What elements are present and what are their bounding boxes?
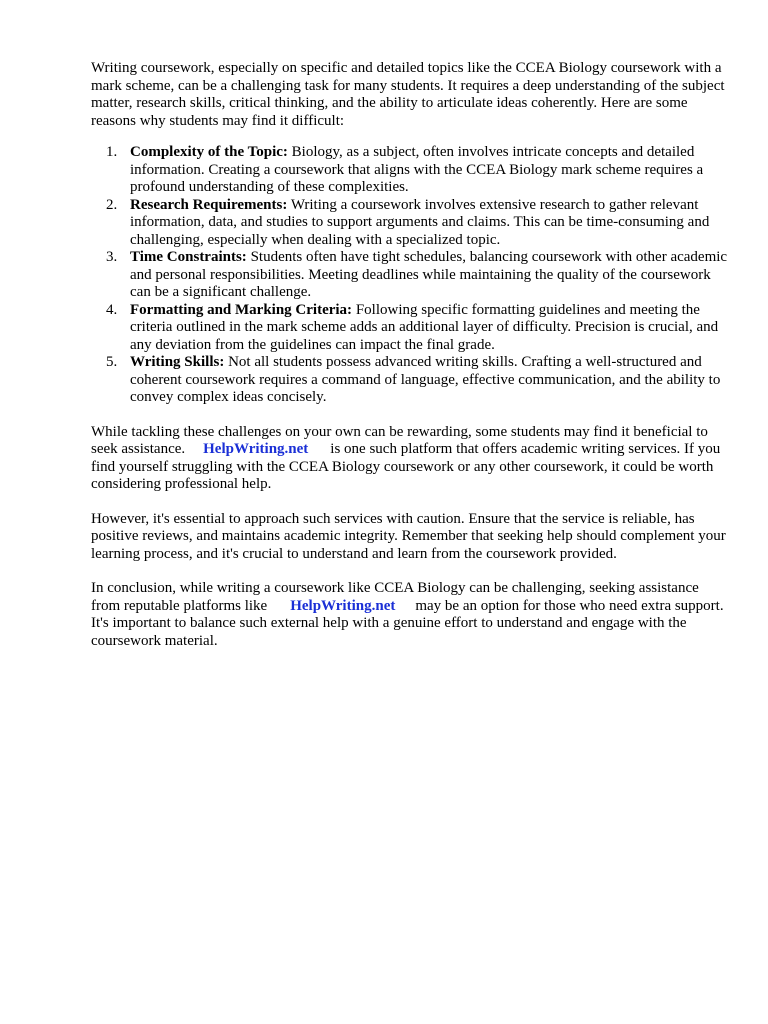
list-term: Research Requirements:	[130, 196, 288, 213]
assistance-paragraph	[91, 424, 731, 494]
helpwriting-link[interactable]: HelpWriting.net	[203, 441, 309, 457]
list-text: Not all students possess advanced writing skills. Crafting a well-structured and coherent coursework requires a command of language, effective communication, and the ability to convey complex ideas concisely.	[130, 354, 721, 405]
conclusion-text-after: may be an option for those who need extra support. It's important to balance such external help with a genuine effort to understand and engage with the coursework material.	[91, 597, 724, 649]
list-number: 1.	[106, 144, 118, 160]
list-number: 3.	[106, 249, 118, 265]
list-text: Writing a coursework involves extensive research to gather relevant information, data, and studies to support arguments and claims. This can be time-consuming and challenging, especially when dealing with a specialized topic.	[130, 196, 710, 248]
list-item	[91, 249, 731, 302]
helpwriting-link[interactable]: HelpWriting.net	[290, 597, 396, 614]
list-item	[91, 144, 731, 197]
list-item	[91, 197, 731, 250]
conclusion-paragraph	[91, 580, 731, 650]
list-term: Formatting and Marking Criteria:	[130, 301, 353, 318]
list-number: 2.	[106, 196, 118, 213]
list-term: Time Constraints:	[130, 249, 247, 265]
list-number: 4.	[106, 301, 118, 318]
reasons-list	[91, 144, 731, 407]
list-item	[91, 354, 731, 407]
assistance-text-before: While tackling these challenges on your own can be rewarding, some students may find it beneficial to seek assistance.	[91, 423, 708, 457]
document-page	[91, 60, 731, 650]
list-number: 5.	[106, 354, 118, 370]
list-term: Writing Skills:	[130, 354, 225, 370]
list-text: Following specific formatting guidelines and meeting the criteria outlined in the mark scheme adds an additional layer of difficulty. Precision is crucial, and any deviation from the guidelines can impact the final grade.	[130, 301, 719, 353]
list-item	[91, 302, 731, 355]
assistance-text-after: is one such platform that offers academic writing services. If you find yourself struggling with the CCEA Biology coursework or any other coursework, it could be worth considering professional help.	[91, 441, 721, 492]
intro-paragraph: Writing coursework, especially on specific and detailed topics like the CCEA Biology coursework with a mark scheme, can be a challenging task for many students. It requires a deep understanding of the subject matter, research skills, critical thinking, and the ability to articulate ideas coherently. Here are some reasons why students may find it difficult:	[91, 60, 725, 129]
list-term: Complexity of the Topic:	[130, 144, 288, 160]
list-text: Biology, as a subject, often involves intricate concepts and detailed information. Creating a coursework that aligns with the CCEA Biology mark scheme requires a profound understanding of these complexities.	[130, 144, 704, 195]
caution-paragraph: However, it's essential to approach such services with caution. Ensure that the service is reliable, has positive reviews, and maintains academic integrity. Remember that seeking help should complement your learning process, and it's crucial to understand and learn from the coursework provided.	[91, 510, 726, 562]
list-text: Students often have tight schedules, balancing coursework with other academic and personal responsibilities. Meeting deadlines while maintaining the quality of the coursework can be a significant challenge.	[130, 249, 728, 300]
conclusion-text-before: In conclusion, while writing a coursework like CCEA Biology can be challenging, seeking assistance from reputable platforms like	[91, 580, 699, 614]
